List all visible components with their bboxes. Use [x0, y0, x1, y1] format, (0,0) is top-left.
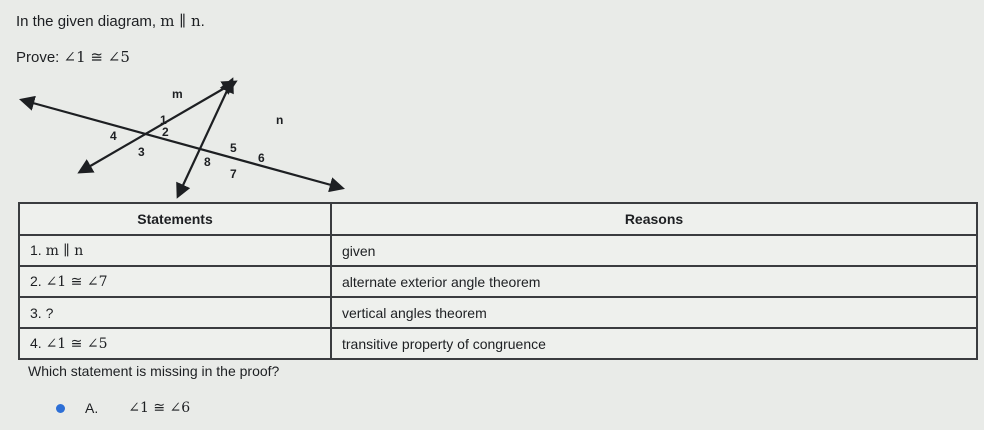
statement-text: ∠1 ≅ ∠7 [45, 274, 108, 290]
angle-label-5: 5 [230, 141, 237, 155]
statement-cell [19, 235, 331, 266]
statement-text: ? [45, 304, 54, 321]
statement-cell [19, 328, 331, 359]
angle-label-6: 6 [258, 151, 265, 165]
statement-cell [19, 297, 331, 328]
table-row [19, 235, 977, 266]
angle-label-7: 7 [230, 167, 237, 181]
prompt-suffix: . [200, 13, 205, 30]
statement-text: m ∥ n [45, 243, 84, 259]
line-label-n: n [276, 113, 284, 127]
table-row [19, 297, 977, 328]
line-label-m: m [172, 87, 183, 101]
proof-table [18, 202, 978, 360]
reason-cell: alternate exterior angle theorem [331, 266, 977, 297]
radio-selected-icon[interactable] [56, 404, 65, 413]
prove-label: Prove: [16, 49, 64, 66]
reason-cell: transitive property of congruence [331, 328, 977, 359]
statements-header: Statements [19, 203, 331, 235]
reason-cell: vertical angles theorem [331, 297, 977, 328]
choice-text: ∠1 ≅ ∠6 [128, 400, 191, 416]
angle-label-4: 4 [110, 129, 117, 143]
angle-label-1: 1 [160, 113, 167, 127]
prompt-prefix: In the given diagram, [16, 13, 161, 30]
table-row [19, 266, 977, 297]
row-number: 4. [30, 335, 42, 351]
question-text: Which statement is missing in the proof? [28, 363, 280, 379]
parallel-relation: m ∥ n [160, 12, 201, 30]
row-number: 1. [30, 242, 42, 258]
line-m [80, 82, 235, 172]
question-prompt [16, 12, 205, 30]
choice-letter: A. [85, 400, 99, 416]
transversal-diagram [0, 72, 360, 202]
statement-cell [19, 266, 331, 297]
transversal-line [178, 80, 232, 196]
table-row [19, 328, 977, 359]
prove-statement: ∠1 ≅ ∠5 [63, 48, 130, 66]
angle-label-3: 3 [138, 145, 145, 159]
reason-cell: given [331, 235, 977, 266]
statement-text: ∠1 ≅ ∠5 [45, 336, 108, 352]
row-number: 3. [30, 304, 42, 321]
angle-label-8: 8 [204, 155, 211, 169]
reasons-header: Reasons [331, 203, 977, 235]
proof-header-row [19, 203, 977, 235]
prove-line [16, 48, 130, 66]
answer-choice-a[interactable] [56, 400, 190, 416]
angle-label-2: 2 [162, 125, 169, 139]
row-number: 2. [30, 273, 42, 289]
